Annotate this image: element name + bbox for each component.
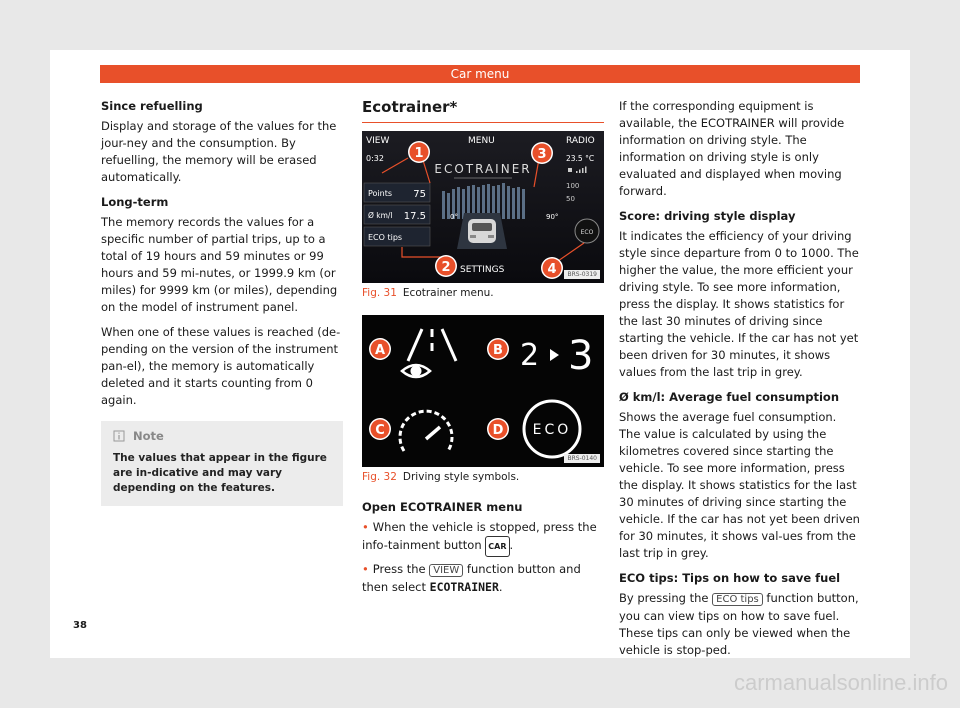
figure-number: Fig. 32 [362,471,397,483]
callout-4 [541,257,563,279]
callout-d [487,418,509,440]
scale-50: 50 [566,195,575,203]
figure-code: BRS-0319 [564,270,600,279]
svg-text:A: A [374,343,386,358]
section-title: Ecotrainer* [362,98,604,123]
column-right [619,98,861,667]
car-button-icon: CAR [485,536,509,557]
callout-a [369,338,391,360]
eco-indicator-label: ECO [580,229,594,236]
note-title [113,429,331,443]
lock-icon [568,168,572,172]
note-label: Note [133,429,164,443]
menu-label: MENU [468,136,495,146]
page-header: Car menu [100,65,860,83]
avg-consumption-value: 17.5 [403,211,426,222]
paragraph: If the corresponding equipment is available, the ECOTRAINER will provide information on driving style. The information on driving style is only evaluated and displayed when moving forward. [619,99,845,198]
column-middle [362,98,604,604]
callout-c [369,418,391,440]
page-number: 38 [73,620,87,631]
svg-text:C: C [375,423,385,438]
gear-from: 2 [520,338,540,373]
paragraph: The memory records the values for a specific number of partial trips, up to a total of 19 hours and 59 minutes or 99 hours and 59 mi-nutes, or 1999.9 km (or miles) for 9999 km (or miles), depending on the model of instrument panel. [101,215,338,314]
settings-label: SETTINGS [460,265,505,275]
eco-tips-key: ECO tips [712,593,763,606]
svg-text:4: 4 [547,262,557,277]
note-body: The values that appear in the figure are in-dicative and may vary depending on the features. [113,452,327,494]
svg-text:3: 3 [537,147,547,162]
car-rear-icon [468,219,496,243]
symbols-graphic [362,315,604,467]
figure-driving-style-symbols [362,315,604,467]
gear-to: 3 [568,333,594,379]
angle-90-label: 90° [546,213,559,221]
heading-open-ecotrainer: Open ECOTRAINER menu [362,500,523,514]
heading-score: Score: driving style display [619,209,796,223]
paragraph: When one of these values is reached (de-pending on the version of the instrument pan-el), the memory is automatically deleted and it starts counting from 0 again. [101,325,341,407]
heading-eco-tips: ECO tips: Tips on how to save fuel [619,571,841,585]
eco-tips-label: ECO tips [368,233,403,242]
ecotrainer-screen [362,131,604,283]
paragraph: Shows the average fuel consumption. The value is calculated by using the kilometres covered since starting the vehicle. To see more information, press the display. It shows statistics for the last 30 minutes of driving since starting the vehicle. If the car has not yet been driven for 30 minutes, it shows val-ues from the last trip in grey. [619,410,860,560]
column-left [101,98,343,506]
caption-text: Ecotrainer menu. [402,287,494,299]
points-label: Points [368,189,393,198]
paragraph-eco-tips: By pressing the ECO tips function button, you can view tips on how to save fuel. These tips can only be viewed when the vehicle is stop-ped. [619,591,859,657]
watermark: carmanualsonline.info [733,670,948,695]
figure-code: BRS-0140 [564,454,600,463]
ecotrainer-menu-name: ECOTRAINER [429,580,499,594]
figure-caption [362,467,604,489]
time-readout: 0:32 [366,154,384,163]
view-key: VIEW [429,564,463,577]
angle-0-label: 0° [450,213,458,221]
figure-ecotrainer-menu [362,131,604,283]
avg-consumption-label: Ø km/l [368,211,393,220]
paragraph: Display and storage of the values for the jour-ney and the consumption. By refuelling, the memory will be erased automatically. [101,119,337,184]
bullet-step-1: • When the vehicle is stopped, press the info-tainment button CAR . [362,519,604,557]
callout-1 [408,141,430,163]
paragraph: It indicates the efficiency of your driving style since departure from 0 to 1000. The higher the value, the more efficient your driving style. To see more information, press the display. It shows statistics for the last 30 minutes of driving since starting the vehicle. If the car has not yet been driven for 30 minutes, it shows values from the last trip in grey. [619,229,859,379]
callout-2 [435,255,457,277]
callout-3 [531,142,553,164]
heading-long-term: Long-term [101,195,169,209]
svg-text:2: 2 [441,260,451,275]
info-icon [113,430,125,442]
view-label: VIEW [366,136,390,146]
svg-text:ECO: ECO [532,422,572,438]
note-box [101,421,343,506]
points-value: 75 [413,189,426,200]
svg-text:1: 1 [414,146,424,161]
radio-label: RADIO [566,136,595,146]
heading-avg-consumption: Ø km/l: Average fuel consumption [619,390,840,404]
bullet-step-2: • Press the VIEW function button and then select ECOTRAINER. [362,562,581,594]
bullet-icon: • [362,562,369,576]
caption-text: Driving style symbols. [402,471,520,483]
svg-text:B: B [493,343,503,358]
callout-b [487,338,509,360]
figure-number: Fig. 31 [362,287,397,299]
ecotrainer-brand: ECOTRAINER [434,162,532,176]
figure-caption [362,283,604,305]
svg-text:D: D [492,423,504,438]
temperature-readout: 23.5 °C [566,154,595,163]
bullet-icon: • [362,520,369,534]
scale-100: 100 [566,182,580,190]
heading-since-refuelling: Since refuelling [101,99,203,113]
